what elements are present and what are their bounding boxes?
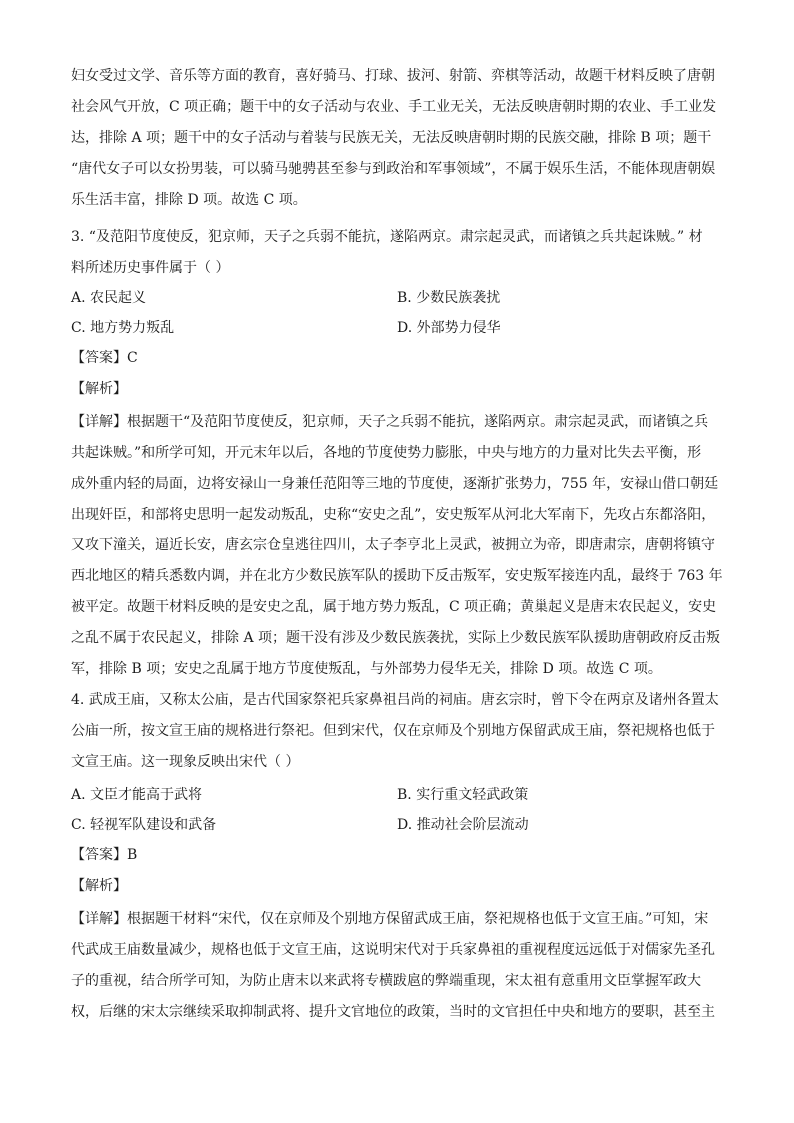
answer-line: 【答案】C: [71, 350, 138, 366]
question-stem: 料所述历史事件属于（ ）: [71, 260, 230, 276]
question-stem: 4. 武成王庙，又称太公庙，是古代国家祭祀兵家鼻祖吕尚的祠庙。唐玄宗时，曾下令在两京及诸州各置太: [71, 692, 719, 708]
detail-line: 被平定。故题干材料反映的是安史之乱，属于地方势力叛乱，C 项正确；黄巢起义是唐末农民起义，安史: [71, 599, 717, 615]
option-b: B. 实行重文轻武政策: [397, 787, 529, 803]
text-line: 达，排除 A 项；题干中的女子活动与着装与民族无关，无法反映唐朝时期的民族交融，排除 B 项；题干: [71, 130, 712, 146]
option-c: C. 地方势力叛乱: [71, 320, 175, 336]
option-d: D. 外部势力侵华: [397, 320, 501, 336]
detail-line: 代武成王庙数量减少，规格也低于文宣王庙，这说明宋代对于兵家鼻祖的重视程度远远低于对儒家先圣孔: [71, 942, 715, 958]
option-d: D. 推动社会阶层流动: [397, 817, 529, 833]
answer-line: 【答案】B: [71, 847, 138, 863]
option-c: C. 轻视军队建设和武备: [71, 817, 217, 833]
detail-line: 军，排除 B 项；安史之乱属于地方节度使叛乱，与外部势力侵华无关，排除 D 项。故选 C 项。: [71, 661, 662, 677]
question-stem: 3. “及范阳节度使反，犯京师，天子之兵弱不能抗，遂陷两京。肃宗起灵武，而诸镇之兵共起诛贼。” 材: [71, 229, 703, 245]
analysis-label: 【解析】: [71, 381, 127, 397]
detail-line: 共起诛贼。”和所学可知，开元末年以后，各地的节度使势力膨胀，中央与地方的力量对比失去平衡，形: [71, 445, 702, 461]
text-line: 乐生活丰富，排除 D 项。故选 C 项。: [71, 192, 307, 208]
detail-line: 出现奸臣，和部将史思明一起发动叛乱，史称“安史之乱”，安史叛军从河北大军南下，先攻占东都洛阳，: [71, 507, 716, 523]
detail-line: 之乱不属于农民起义，排除 A 项；题干没有涉及少数民族袭扰，实际上少数民族军队援助唐朝政府反击叛: [71, 630, 721, 646]
option-b: B. 少数民族袭扰: [397, 290, 501, 306]
detail-line: 成外重内轻的局面，边将安禄山一身兼任范阳等三地的节度使，逐渐扩张势力，755 年，安禄山借口朝廷: [71, 476, 719, 492]
detail-line: 权，后继的宋太宗继续采取抑制武将、提升文官地位的政策，当时的文官担任中央和地方的要职，甚至主: [71, 1004, 715, 1020]
detail-line: 又攻下潼关，逼近长安，唐玄宗仓皇逃往四川，太子李亨北上灵武，被拥立为帝，即唐肃宗，唐朝将镇守: [71, 537, 715, 553]
detail-line: 【详解】根据题干材料“宋代，仅在京师及个别地方保留武成王庙，祭祀规格也低于文宣王庙。”可知，宋: [71, 911, 709, 927]
detail-line: 西北地区的精兵悉数内调，并在北方少数民族军队的援助下反击叛军，安史叛军接连内乱，最终于 763 年: [71, 568, 723, 584]
detail-line: 子的重视，结合所学可知，为防止唐末以来武将专横跋扈的弊端重现，宋太祖有意重用文臣掌握军政大: [71, 973, 701, 989]
option-a: A. 文臣才能高于武将: [71, 787, 203, 803]
option-a: A. 农民起义: [71, 290, 147, 306]
text-line: 妇女受过文学、音乐等方面的教育，喜好骑马、打球、拔河、射箭、弈棋等活动，故题干材料反映了唐朝: [71, 68, 715, 84]
question-stem: 文宣王庙。这一现象反映出宋代（ ）: [71, 754, 300, 770]
detail-line: 【详解】根据题干“及范阳节度使反，犯京师，天子之兵弱不能抗，遂陷两京。肃宗起灵武，而诸镇之兵: [71, 414, 709, 430]
question-stem: 公庙一所，按文宣王庙的规格进行祭祀。但到宋代，仅在京师及个别地方保留武成王庙，祭祀规格也低于: [71, 723, 715, 739]
analysis-label: 【解析】: [71, 878, 127, 894]
text-line: 社会风气开放，C 项正确；题干中的女子活动与农业、手工业无关，无法反映唐朝时期的农业、手工业发: [71, 99, 717, 115]
text-line: “唐代女子可以女扮男装，可以骑马驰骋甚至参与到政治和军事领域”，不属于娱乐生活，不能体现唐朝娱: [71, 161, 716, 177]
